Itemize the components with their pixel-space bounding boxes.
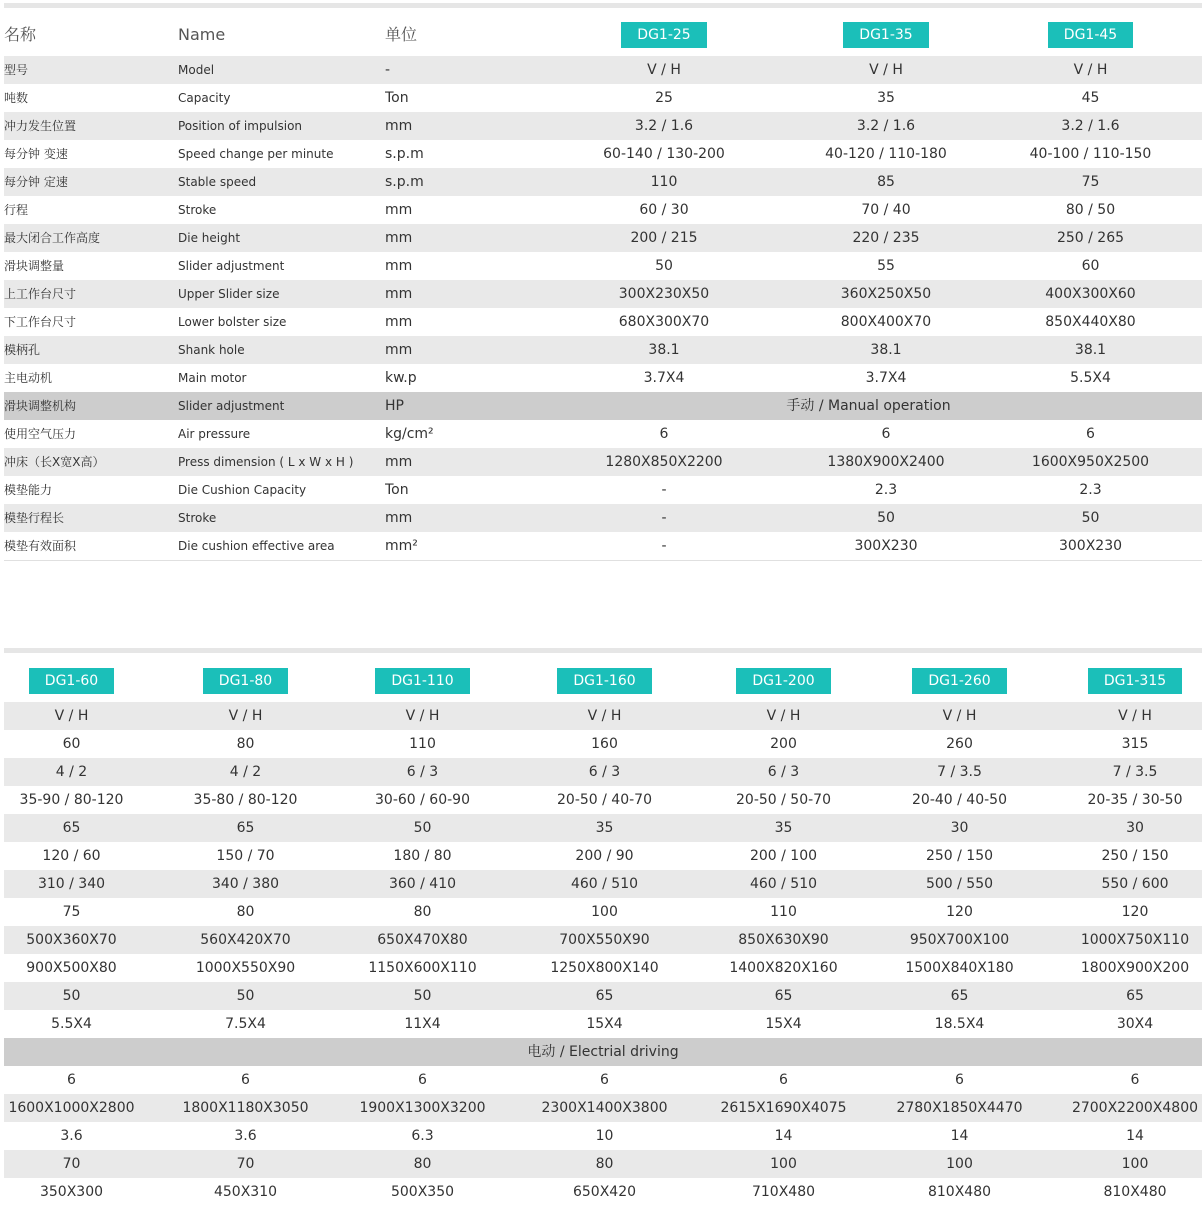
model-badge: DG1-25 (621, 22, 706, 48)
value-cell: 55 (793, 252, 979, 280)
table-row (4, 1066, 1202, 1094)
value-cell: 60 (979, 252, 1202, 280)
param-name-en: Die height (178, 224, 385, 252)
param-unit: mm (385, 252, 535, 280)
value-cell: 3.2 / 1.6 (535, 112, 793, 140)
param-name-en: Die cushion effective area (178, 532, 385, 561)
value-cell: V / H (793, 56, 979, 84)
param-unit: kw.p (385, 364, 535, 392)
value-cell: 14 (851, 1122, 1068, 1150)
value-cell: 20-40 / 40-50 (851, 786, 1068, 814)
value-cell: 460 / 510 (493, 870, 716, 898)
value-cell: 65 (851, 982, 1068, 1010)
value-cell: 6 (352, 1066, 493, 1094)
param-name-cn: 下工作台尺寸 (4, 308, 178, 336)
table-row (4, 224, 1202, 252)
value-cell: V / H (493, 702, 716, 730)
table-row (4, 702, 1202, 730)
table-row (4, 448, 1202, 476)
param-name-cn: 吨数 (4, 84, 178, 112)
value-cell: 810X480 (1068, 1178, 1202, 1206)
table-row (4, 140, 1202, 168)
param-name-en: Main motor (178, 364, 385, 392)
value-cell: 80 (139, 730, 352, 758)
value-cell: 250 / 265 (979, 224, 1202, 252)
value-cell: 360X250X50 (793, 280, 979, 308)
param-name-en: Stroke (178, 504, 385, 532)
value-cell: 6 / 3 (493, 758, 716, 786)
value-cell: V / H (139, 702, 352, 730)
value-cell: 120 / 60 (4, 842, 139, 870)
table-row (4, 842, 1202, 870)
header-unit: 单位 (385, 25, 418, 44)
param-name-cn: 模垫能力 (4, 476, 178, 504)
value-cell: 18.5X4 (851, 1010, 1068, 1038)
model-badge: DG1-80 (203, 668, 288, 694)
value-cell: 900X500X80 (4, 954, 139, 982)
value-cell: 500X350 (352, 1178, 493, 1206)
value-cell: 65 (1068, 982, 1202, 1010)
value-cell: 30X4 (1068, 1010, 1202, 1038)
value-cell: 300X230 (979, 532, 1202, 561)
value-cell: 200 / 215 (535, 224, 793, 252)
value-cell: 700X550X90 (493, 926, 716, 954)
value-cell: 50 (352, 814, 493, 842)
value-cell: 60 (4, 730, 139, 758)
model-badge: DG1-45 (1048, 22, 1133, 48)
value-cell: 200 (716, 730, 851, 758)
value-cell: 2300X1400X3800 (493, 1094, 716, 1122)
param-name-cn: 冲力发生位置 (4, 112, 178, 140)
value-cell: 250 / 150 (851, 842, 1068, 870)
spec-table-1 (4, 14, 1202, 561)
value-cell: 3.2 / 1.6 (793, 112, 979, 140)
value-cell: 1380X900X2400 (793, 448, 979, 476)
value-cell: 5.5X4 (979, 364, 1202, 392)
param-unit: s.p.m (385, 168, 535, 196)
table-row (4, 1150, 1202, 1178)
value-cell: 6.3 (352, 1122, 493, 1150)
table2-top-border (4, 648, 1202, 653)
value-cell: 40-100 / 110-150 (979, 140, 1202, 168)
value-cell: 110 (716, 898, 851, 926)
value-cell: 160 (493, 730, 716, 758)
param-name-cn: 模垫有效面积 (4, 532, 178, 561)
table-row (4, 1038, 1202, 1066)
table-row (4, 252, 1202, 280)
value-cell: 1250X800X140 (493, 954, 716, 982)
value-cell: 20-50 / 40-70 (493, 786, 716, 814)
value-cell: V / H (535, 56, 793, 84)
model-header-cell (493, 660, 716, 702)
param-unit: Ton (385, 476, 535, 504)
value-cell: 6 (851, 1066, 1068, 1094)
table-row (4, 84, 1202, 112)
model-header-cell (352, 660, 493, 702)
value-cell: 65 (716, 982, 851, 1010)
value-cell: 6 / 3 (352, 758, 493, 786)
table-row (4, 420, 1202, 448)
value-cell: - (535, 504, 793, 532)
table-row (4, 308, 1202, 336)
value-cell: 4 / 2 (139, 758, 352, 786)
param-name-en: Capacity (178, 84, 385, 112)
value-cell: 650X420 (493, 1178, 716, 1206)
value-cell: V / H (4, 702, 139, 730)
param-name-cn: 上工作台尺寸 (4, 280, 178, 308)
value-cell: - (535, 476, 793, 504)
param-name-en: Die Cushion Capacity (178, 476, 385, 504)
table-row (4, 1094, 1202, 1122)
value-cell: 360 / 410 (352, 870, 493, 898)
value-cell: 50 (535, 252, 793, 280)
spanned-value: 手动 / Manual operation (535, 392, 1202, 420)
table1-top-border (4, 3, 1202, 8)
value-cell: 35 (793, 84, 979, 112)
header-name-cn: 名称 (4, 25, 37, 44)
value-cell: V / H (716, 702, 851, 730)
table-row (4, 336, 1202, 364)
value-cell: 25 (535, 84, 793, 112)
value-cell: 50 (352, 982, 493, 1010)
param-name-en: Slider adjustment (178, 392, 385, 420)
value-cell: 300X230 (793, 532, 979, 561)
table-row (4, 1010, 1202, 1038)
table-row (4, 392, 1202, 420)
param-name-cn: 主电动机 (4, 364, 178, 392)
value-cell: 30 (1068, 814, 1202, 842)
param-unit: mm (385, 224, 535, 252)
table-row (4, 758, 1202, 786)
param-name-cn: 模垫行程长 (4, 504, 178, 532)
model-badge: DG1-200 (736, 668, 830, 694)
value-cell: 850X440X80 (979, 308, 1202, 336)
value-cell: 38.1 (535, 336, 793, 364)
value-cell: 38.1 (979, 336, 1202, 364)
param-name-en: Upper Slider size (178, 280, 385, 308)
value-cell: 2700X2200X4800 (1068, 1094, 1202, 1122)
value-cell: 550 / 600 (1068, 870, 1202, 898)
param-unit: mm (385, 112, 535, 140)
value-cell: 6 (1068, 1066, 1202, 1094)
value-cell: 35 (493, 814, 716, 842)
param-unit: HP (385, 392, 535, 420)
spanned-value: 电动 / Electrial driving (4, 1038, 1202, 1066)
value-cell: 20-35 / 30-50 (1068, 786, 1202, 814)
table-row (4, 504, 1202, 532)
model-badge: DG1-315 (1088, 668, 1182, 694)
value-cell: 85 (793, 168, 979, 196)
model-badge: DG1-260 (912, 668, 1006, 694)
value-cell: 220 / 235 (793, 224, 979, 252)
value-cell: 340 / 380 (139, 870, 352, 898)
value-cell: 100 (1068, 1150, 1202, 1178)
param-unit: mm (385, 308, 535, 336)
value-cell: 1600X950X2500 (979, 448, 1202, 476)
value-cell: 70 (4, 1150, 139, 1178)
value-cell: 1800X900X200 (1068, 954, 1202, 982)
value-cell: 710X480 (716, 1178, 851, 1206)
value-cell: 65 (493, 982, 716, 1010)
value-cell: 180 / 80 (352, 842, 493, 870)
value-cell: 680X300X70 (535, 308, 793, 336)
model-header-cell (851, 660, 1068, 702)
value-cell: 6 (716, 1066, 851, 1094)
value-cell: 50 (793, 504, 979, 532)
value-cell: 70 / 40 (793, 196, 979, 224)
value-cell: 80 (352, 1150, 493, 1178)
model-badge: DG1-60 (29, 668, 114, 694)
table-header-row (4, 14, 1202, 56)
table-row (4, 168, 1202, 196)
param-name-en: Model (178, 56, 385, 84)
value-cell: 850X630X90 (716, 926, 851, 954)
model-badge: DG1-35 (843, 22, 928, 48)
value-cell: 1500X840X180 (851, 954, 1068, 982)
param-name-cn: 冲床（长X宽X高） (4, 448, 178, 476)
param-unit: - (385, 56, 535, 84)
value-cell: 2615X1690X4075 (716, 1094, 851, 1122)
value-cell: 6 (493, 1066, 716, 1094)
value-cell: V / H (1068, 702, 1202, 730)
header-name-en: Name (178, 25, 226, 44)
value-cell: 110 (352, 730, 493, 758)
value-cell: V / H (352, 702, 493, 730)
value-cell: 60 / 30 (535, 196, 793, 224)
value-cell: 15X4 (493, 1010, 716, 1038)
value-cell: 38.1 (793, 336, 979, 364)
value-cell: 300X230X50 (535, 280, 793, 308)
value-cell: 500X360X70 (4, 926, 139, 954)
value-cell: 1280X850X2200 (535, 448, 793, 476)
value-cell: 500 / 550 (851, 870, 1068, 898)
param-unit: mm (385, 280, 535, 308)
value-cell: 110 (535, 168, 793, 196)
value-cell: 3.2 / 1.6 (979, 112, 1202, 140)
value-cell: V / H (851, 702, 1068, 730)
value-cell: 70 (139, 1150, 352, 1178)
param-name-cn: 使用空气压力 (4, 420, 178, 448)
value-cell: 120 (851, 898, 1068, 926)
value-cell: 260 (851, 730, 1068, 758)
value-cell: 40-120 / 110-180 (793, 140, 979, 168)
value-cell: 6 (793, 420, 979, 448)
model-badge: DG1-110 (375, 668, 469, 694)
table-row (4, 730, 1202, 758)
table-row (4, 476, 1202, 504)
value-cell: 20-50 / 50-70 (716, 786, 851, 814)
spec-table-2 (4, 660, 1202, 1206)
value-cell: 50 (4, 982, 139, 1010)
param-unit: mm (385, 504, 535, 532)
table-row (4, 280, 1202, 308)
param-name-en: Stroke (178, 196, 385, 224)
value-cell: 6 (535, 420, 793, 448)
value-cell: 200 / 100 (716, 842, 851, 870)
table-row (4, 926, 1202, 954)
value-cell: 6 (979, 420, 1202, 448)
table-row (4, 786, 1202, 814)
value-cell: 80 (493, 1150, 716, 1178)
value-cell: 1600X1000X2800 (4, 1094, 139, 1122)
table-header-row (4, 660, 1202, 702)
value-cell: 3.7X4 (535, 364, 793, 392)
table-row (4, 870, 1202, 898)
value-cell: 14 (1068, 1122, 1202, 1150)
value-cell: 560X420X70 (139, 926, 352, 954)
value-cell: V / H (979, 56, 1202, 84)
model-header-cell (979, 14, 1202, 56)
param-name-en: Slider adjustment (178, 252, 385, 280)
param-name-cn: 滑块调整机构 (4, 392, 178, 420)
value-cell: 4 / 2 (4, 758, 139, 786)
table-row (4, 982, 1202, 1010)
value-cell: 250 / 150 (1068, 842, 1202, 870)
value-cell: 75 (4, 898, 139, 926)
table-row (4, 954, 1202, 982)
value-cell: 15X4 (716, 1010, 851, 1038)
table-row (4, 1178, 1202, 1206)
value-cell: 3.6 (139, 1122, 352, 1150)
value-cell: 80 (352, 898, 493, 926)
param-name-cn: 最大闭合工作高度 (4, 224, 178, 252)
value-cell: 5.5X4 (4, 1010, 139, 1038)
value-cell: 350X300 (4, 1178, 139, 1206)
value-cell: 460 / 510 (716, 870, 851, 898)
table-row (4, 1122, 1202, 1150)
value-cell: 100 (493, 898, 716, 926)
value-cell: 35-90 / 80-120 (4, 786, 139, 814)
model-header-cell (535, 14, 793, 56)
param-name-cn: 行程 (4, 196, 178, 224)
value-cell: 35 (716, 814, 851, 842)
value-cell: 1150X600X110 (352, 954, 493, 982)
param-name-en: Air pressure (178, 420, 385, 448)
param-name-cn: 每分钟 定速 (4, 168, 178, 196)
param-name-en: Speed change per minute (178, 140, 385, 168)
value-cell: 2.3 (979, 476, 1202, 504)
value-cell: 315 (1068, 730, 1202, 758)
value-cell: 80 / 50 (979, 196, 1202, 224)
value-cell: 450X310 (139, 1178, 352, 1206)
value-cell: 3.6 (4, 1122, 139, 1150)
value-cell: 1400X820X160 (716, 954, 851, 982)
table-row (4, 196, 1202, 224)
model-header-cell (4, 660, 139, 702)
value-cell: 11X4 (352, 1010, 493, 1038)
value-cell: 650X470X80 (352, 926, 493, 954)
value-cell: 100 (851, 1150, 1068, 1178)
param-unit: Ton (385, 84, 535, 112)
value-cell: 6 (4, 1066, 139, 1094)
param-unit: s.p.m (385, 140, 535, 168)
value-cell: 810X480 (851, 1178, 1068, 1206)
model-badge: DG1-160 (557, 668, 651, 694)
param-name-en: Position of impulsion (178, 112, 385, 140)
value-cell: 150 / 70 (139, 842, 352, 870)
value-cell: 1000X550X90 (139, 954, 352, 982)
value-cell: 6 (139, 1066, 352, 1094)
value-cell: 400X300X60 (979, 280, 1202, 308)
param-unit: mm² (385, 532, 535, 561)
value-cell: 7 / 3.5 (1068, 758, 1202, 786)
param-unit: kg/cm² (385, 420, 535, 448)
value-cell: 35-80 / 80-120 (139, 786, 352, 814)
value-cell: 950X700X100 (851, 926, 1068, 954)
value-cell: 45 (979, 84, 1202, 112)
value-cell: 30 (851, 814, 1068, 842)
value-cell: 65 (4, 814, 139, 842)
param-name-cn: 滑块调整量 (4, 252, 178, 280)
model-header-cell (716, 660, 851, 702)
value-cell: 10 (493, 1122, 716, 1150)
table-row (4, 898, 1202, 926)
model-header-cell (793, 14, 979, 56)
value-cell: 2780X1850X4470 (851, 1094, 1068, 1122)
value-cell: 7 / 3.5 (851, 758, 1068, 786)
value-cell: 120 (1068, 898, 1202, 926)
model-header-cell (139, 660, 352, 702)
value-cell: 50 (979, 504, 1202, 532)
value-cell: 800X400X70 (793, 308, 979, 336)
table-row (4, 814, 1202, 842)
table-row (4, 364, 1202, 392)
value-cell: 200 / 90 (493, 842, 716, 870)
value-cell: 14 (716, 1122, 851, 1150)
table-row (4, 56, 1202, 84)
value-cell: 310 / 340 (4, 870, 139, 898)
param-unit: mm (385, 448, 535, 476)
model-header-cell (1068, 660, 1202, 702)
value-cell: 80 (139, 898, 352, 926)
param-name-en: Press dimension ( L x W x H ) (178, 448, 385, 476)
value-cell: 75 (979, 168, 1202, 196)
value-cell: 100 (716, 1150, 851, 1178)
value-cell: 6 / 3 (716, 758, 851, 786)
param-name-en: Shank hole (178, 336, 385, 364)
param-name-cn: 型号 (4, 56, 178, 84)
value-cell: 30-60 / 60-90 (352, 786, 493, 814)
value-cell: - (535, 532, 793, 561)
param-unit: mm (385, 336, 535, 364)
value-cell: 50 (139, 982, 352, 1010)
table-row (4, 532, 1202, 561)
param-name-en: Lower bolster size (178, 308, 385, 336)
table-row (4, 112, 1202, 140)
param-name-cn: 每分钟 变速 (4, 140, 178, 168)
value-cell: 1000X750X110 (1068, 926, 1202, 954)
value-cell: 1800X1180X3050 (139, 1094, 352, 1122)
param-unit: mm (385, 196, 535, 224)
value-cell: 1900X1300X3200 (352, 1094, 493, 1122)
value-cell: 3.7X4 (793, 364, 979, 392)
param-name-en: Stable speed (178, 168, 385, 196)
value-cell: 7.5X4 (139, 1010, 352, 1038)
param-name-cn: 模柄孔 (4, 336, 178, 364)
value-cell: 2.3 (793, 476, 979, 504)
value-cell: 60-140 / 130-200 (535, 140, 793, 168)
value-cell: 65 (139, 814, 352, 842)
